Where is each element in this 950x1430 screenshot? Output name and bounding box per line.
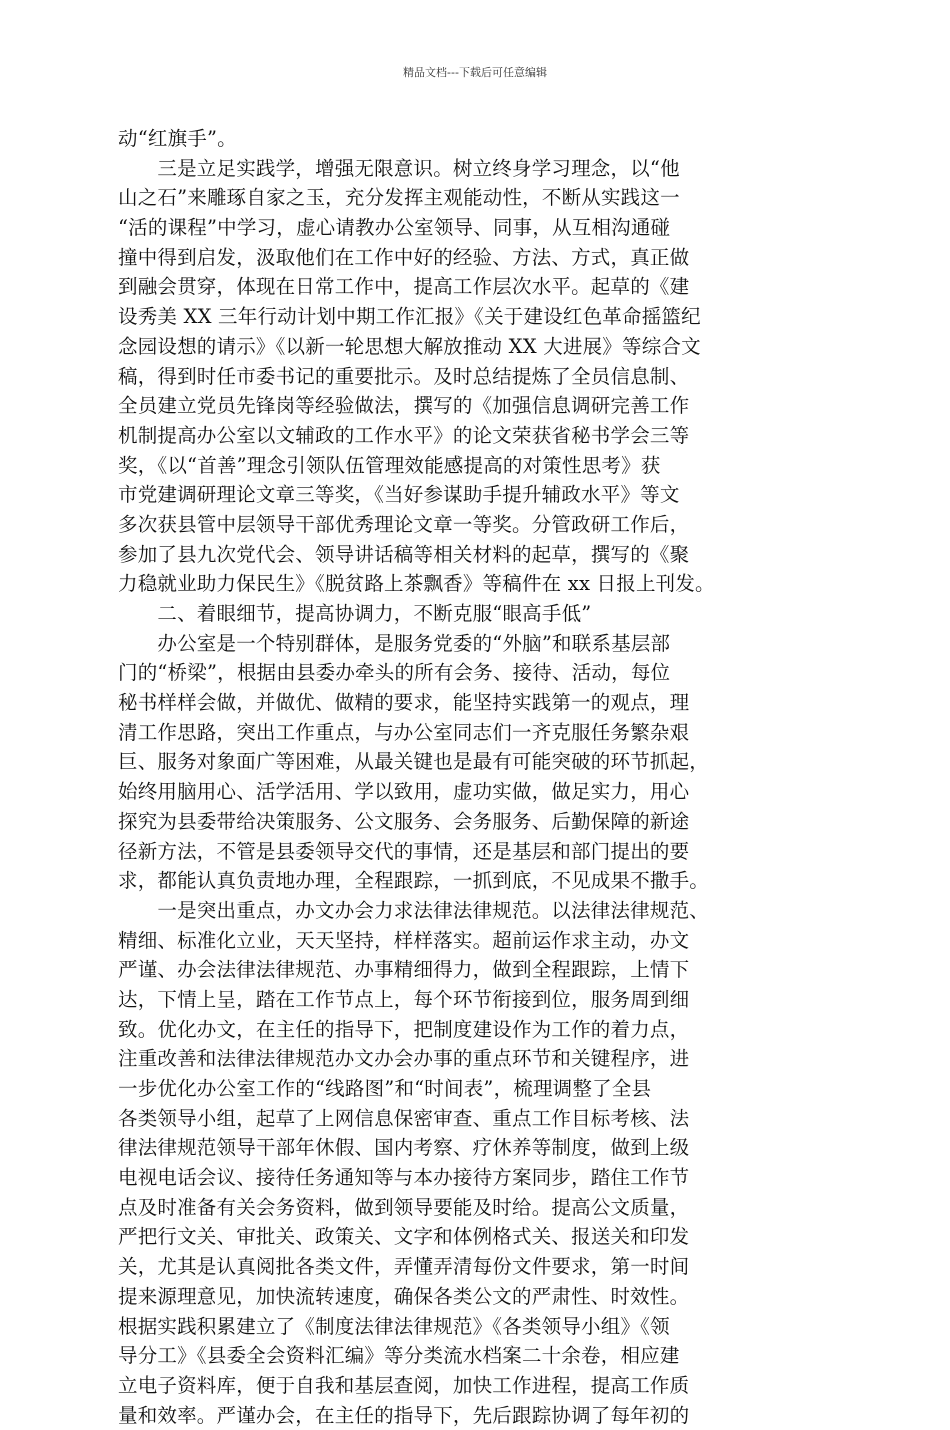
text-line: “活的课程”中学习，虚心请教办公室领导、同事，从互相沟通碰 xyxy=(118,216,671,240)
text-line: 电视电话会议、接待任务通知等与本办接待方案同步，踏住工作节 xyxy=(118,1166,690,1190)
text-line: 秘书样样会做，并做优、做精的要求，能坚持实践第一的观点，理 xyxy=(118,691,690,715)
text-line: 多次获县管中层领导干部优秀理论文章一等奖。分管政研工作后， xyxy=(118,512,690,536)
text-line: 设秀美 XX 三年行动计划中期工作汇报》《关于建设红色革命摇篮纪 xyxy=(118,305,701,329)
text-line: 求，都能认真负责地办理，全程跟踪，一抓到底，不见成果不撒手。 xyxy=(118,869,710,893)
text-line: 探究为县委带给决策服务、公文服务、会务服务、后勤保障的新途 xyxy=(118,809,690,833)
text-line: 各类领导小组，起草了上网信息保密审查、重点工作目标考核、法 xyxy=(118,1106,690,1130)
text-line: 达，下情上呈，踏在工作节点上，每个环节衔接到位，服务周到细 xyxy=(118,987,690,1011)
text-line: 点及时准备有关会务资料，做到领导要能及时给。提高公文质量， xyxy=(118,1195,690,1219)
text-line: 门的“桥梁”，根据由县委办牵头的所有会务、接待、活动，每位 xyxy=(118,661,671,685)
text-line: 力稳就业助力保民生》《脱贫路上茶飘香》等稿件在 xx 日报上刊发。 xyxy=(118,572,715,596)
section-heading: 二、着眼细节，提高协调力，不断克服“眼高手低” xyxy=(118,602,592,625)
text-line: 根据实践积累建立了《制度法律法律规范》《各类领导小组》《领 xyxy=(118,1314,670,1338)
text-line: 机制提高办公室以文辅政的工作水平》的论文荣获省秘书学会三等 xyxy=(118,423,690,447)
text-line: 一步优化办公室工作的“线路图”和“时间表”，梳理调整了全县 xyxy=(118,1077,652,1100)
text-line: 巨、服务对象面广等困难，从最关键也是最有可能突破的环节抓起， xyxy=(118,750,710,774)
text-line: 径新方法，不管是县委领导交代的事情，还是基层和部门提出的要 xyxy=(118,839,690,863)
text-line: 动“红旗手”。 xyxy=(118,127,237,150)
text-line: 提来源理意见，加快流转速度，确保各类公文的严肃性、时效性。 xyxy=(118,1284,690,1308)
text-line: 量和效率。严谨办会，在主任的指导下，先后跟踪协调了每年初的 xyxy=(118,1403,690,1427)
text-line: 全员建立党员先锋岗等经验做法，撰写的《加强信息调研完善工作 xyxy=(118,394,690,418)
text-line: 参加了县九次党代会、领导讲话稿等相关材料的起草，撰写的《聚 xyxy=(118,542,690,566)
text-line: 一是突出重点，办文办会力求法律法律规范。以法律法律规范、 xyxy=(118,898,710,922)
text-line: 致。优化办文，在主任的指导下，把制度建设作为工作的着力点， xyxy=(118,1017,690,1041)
text-line: 注重改善和法律法律规范办文办会办事的重点环节和关键程序，进 xyxy=(118,1047,690,1071)
text-line: 关，尤其是认真阅批各类文件，弄懂弄清每份文件要求，第一时间 xyxy=(118,1255,690,1279)
text-line: 清工作思路，突出工作重点，与办公室同志们一齐克服任务繁杂艰 xyxy=(118,720,690,744)
text-line: 奖，《以“首善”理念引领队伍管理效能感提高的对策性思考》获 xyxy=(118,453,661,477)
text-line: 山之石”来雕琢自家之玉，充分发挥主观能动性，不断从实践这一 xyxy=(118,186,680,210)
text-line: 三是立足实践学，增强无限意识。树立终身学习理念，以“他 xyxy=(118,156,680,180)
text-line: 撞中得到启发，汲取他们在工作中好的经验、方法、方式，真正做 xyxy=(118,245,690,269)
text-line: 严把行文关、审批关、政策关、文字和体例格式关、报送关和印发 xyxy=(118,1225,690,1249)
page-header: 精品文档---下载后可任意编辑 xyxy=(403,66,547,79)
text-line: 律法律规范领导干部年休假、国内考察、疗休养等制度，做到上级 xyxy=(118,1136,690,1160)
text-line: 严谨、办会法律法律规范、办事精细得力，做到全程跟踪，上情下 xyxy=(118,958,690,982)
text-line: 市党建调研理论文章三等奖，《当好参谋助手提升辅政水平》等文 xyxy=(118,483,680,507)
text-line: 办公室是一个特别群体，是服务党委的“外脑”和联系基层部 xyxy=(118,631,671,655)
text-line: 稿，得到时任市委书记的重要批示。及时总结提炼了全员信息制、 xyxy=(118,364,690,388)
text-line: 立电子资料库，便于自我和基层查阅，加快工作进程，提高工作质 xyxy=(118,1373,690,1397)
text-line: 精细、标准化立业，天天坚持，样样落实。超前运作求主动，办文 xyxy=(118,928,690,952)
document-body xyxy=(118,124,830,1430)
text-line: 始终用脑用心、活学活用、学以致用，虚功实做，做足实力，用心 xyxy=(118,780,690,804)
text-line: 念园设想的请示》《以新一轮思想大解放推动 XX 大进展》等综合文 xyxy=(118,334,701,358)
text-line: 到融会贯穿，体现在日常工作中，提高工作层次水平。起草的《建 xyxy=(118,275,690,299)
text-line: 导分工》《县委全会资料汇编》等分类流水档案二十余卷，相应建 xyxy=(118,1344,680,1368)
